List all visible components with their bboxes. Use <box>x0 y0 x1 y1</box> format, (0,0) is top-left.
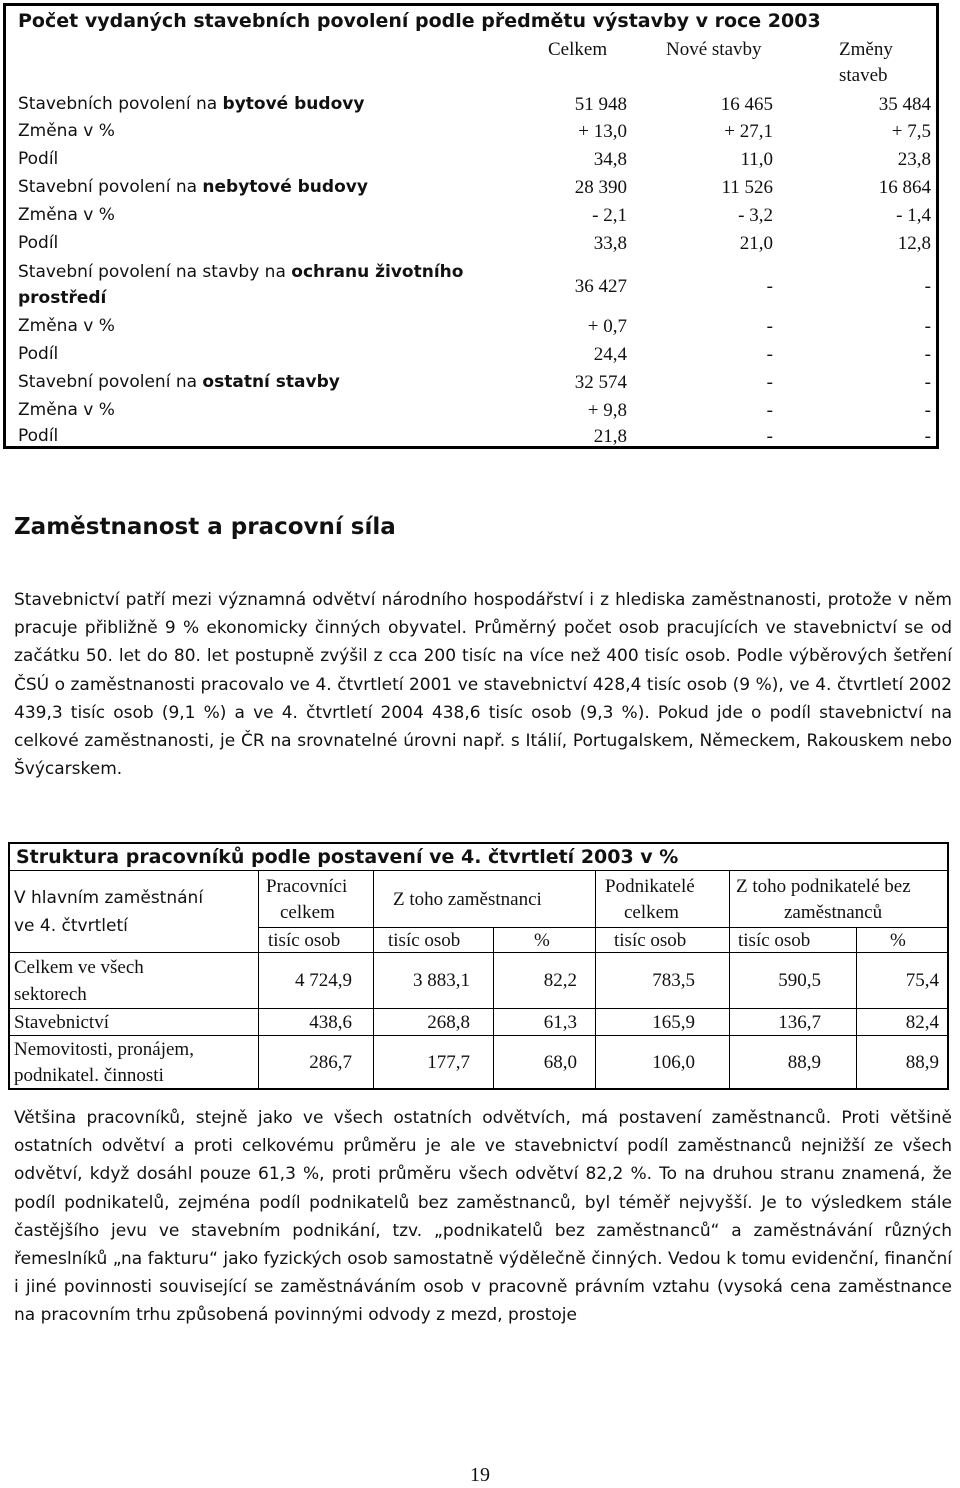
cell-value: 4 724,9 <box>295 970 352 991</box>
col-header-entrepreneurs: Podnikatelé <box>605 876 695 897</box>
cell-value: 136,7 <box>778 1012 821 1033</box>
col-header-solo: Z toho podnikatelé bez <box>736 876 911 897</box>
cell-value: 165,9 <box>652 1012 695 1033</box>
cell-value: 3 883,1 <box>413 970 470 991</box>
table-row: Podíl 34,8 11,0 23,8 <box>18 149 931 170</box>
table-row: Změna v % - 2,1 - 3,2 - 1,4 <box>18 205 931 226</box>
cell-value: 82,2 <box>543 970 577 991</box>
unit-label: tisíc osob <box>614 930 687 951</box>
row-label-2: podnikatel. činnosti <box>14 1065 164 1086</box>
cell-value: 68,0 <box>543 1052 577 1073</box>
cell-value: 286,7 <box>309 1052 352 1073</box>
cell-value: 783,5 <box>652 970 695 991</box>
cell-value: 88,9 <box>787 1052 821 1073</box>
cell-value: 75,4 <box>905 970 939 991</box>
table-row: Změna v % + 0,7 - - <box>18 316 931 337</box>
cell-value: 61,3 <box>543 1012 577 1033</box>
paragraph-employees-share: Většina pracovníků, stejně jako ve všech ostatních odvětvích, má postavení zaměstnanců. Proti většině ostatních odvětví a proti celkovému průměru je ale ve stavebnictví podíl zaměstnanců nejnižší ze všech odvětví, když dosáhl pouze 61,3 %, proti průměru všech odvětví 82,2 %. To na druhou stranu znamená, že podíl podnikatelů, zejména podíl podnikatelů bez zaměstnanců, byl téměř nejvyšší. Je to výsledkem stále častějšího jevu ve stavebním podnikání, tzv. „podnikatelů bez zaměstnanců“ a zaměstnávání různých řemeslníků „na fakturu“ jako fyzických osob samostatně výdělečně činných. Vedou k tomu evidenční, finanční i jiné povinnosti související se zaměstnáváním osob v pracovně právním vztahu (vysoká cena zaměstnance na pracovním trhu způsobená povinnými odvody z mezd, prostoje <box>14 1108 952 1326</box>
table-row: Stavebních povolení na bytové budovy 51 948 16 465 35 484 <box>18 94 931 115</box>
cell-value: 177,7 <box>427 1052 470 1073</box>
cell-value: 106,0 <box>652 1052 695 1073</box>
col-header-changes: Změny <box>839 39 893 60</box>
page-number: 19 <box>470 1464 490 1486</box>
table-row: Stavební povolení na nebytové budovy 28 390 11 526 16 864 <box>18 177 931 198</box>
table-row: Stavební povolení na ostatní stavby 32 574 - - <box>18 372 931 393</box>
row-label: Nemovitosti, pronájem, <box>14 1039 194 1060</box>
col-header-workers-2: celkem <box>280 902 335 923</box>
section-heading: Zaměstnanost a pracovní síla <box>14 514 396 540</box>
col-header-solo-2: zaměstnanců <box>784 902 883 923</box>
table-row: Podíl 33,8 21,0 12,8 <box>18 233 931 254</box>
table-title: Počet vydaných stavebních povolení podle předmětu výstavby v roce 2003 <box>18 10 821 32</box>
cell-value: 268,8 <box>427 1012 470 1033</box>
table-row: Podíl 21,8 - - <box>18 426 931 447</box>
row-label: Stavebnictví <box>14 1012 109 1033</box>
col-header-entrepreneurs-2: celkem <box>624 902 679 923</box>
unit-label: % <box>534 930 550 951</box>
row-header-label: V hlavním zaměstnání <box>14 888 204 908</box>
table-row: Změna v % + 13,0 + 27,1 + 7,5 <box>18 121 931 142</box>
cell-value: 590,5 <box>778 970 821 991</box>
row-label-2: sektorech <box>14 984 87 1005</box>
table-row: Podíl 24,4 - - <box>18 344 931 365</box>
col-header-total: Celkem <box>548 39 608 60</box>
paragraph-employment: Stavebnictví patří mezi významná odvětví národního hospodářství i z hlediska zaměstnanosti, protože v něm pracuje přibližně 9 % ekonomicky činných obyvatel. Průměrný počet osob pracujících ve stavebnictví se od začátku 50. let do 80. let postupně zvýšil z cca 200 tisíc na více než 400 tisíc osob. Podle výběrových šetření ČSÚ o zaměstnanosti pracovalo ve 4. čtvrtletí 2001 ve stavebnictví 428,4 tisíc osob (9 %), ve 4. čtvrtletí 2002 439,3 tisíc osob (9,1 %) a ve 4. čtvrtletí 2004 438,6 tisíc osob (9,3 %). Pokud jde o podíl stavebnictví na celkové zaměstnanosti, je ČR na srovnatelné úrovni např. s Itálií, Portugalskem, Německem, Rakouskem nebo Švýcarskem. <box>14 590 952 780</box>
col-header-changes-2: staveb <box>839 65 888 86</box>
workforce-structure-table <box>8 842 949 1090</box>
row-label: Celkem ve všech <box>14 957 144 978</box>
table-title: Struktura pracovníků podle postavení ve 4. čtvrtletí 2003 v % <box>16 846 679 868</box>
col-header-new: Nové stavby <box>666 39 762 60</box>
col-header-workers: Pracovníci <box>266 876 348 897</box>
col-header-employees: Z toho zaměstnanci <box>393 889 542 910</box>
cell-value: 88,9 <box>905 1052 939 1073</box>
unit-label: % <box>890 930 906 951</box>
table-row: Změna v % + 9,8 - - <box>18 400 931 421</box>
unit-label: tisíc osob <box>268 930 341 951</box>
cell-value: 82,4 <box>905 1012 939 1033</box>
construction-permits-table <box>3 3 939 449</box>
unit-label: tisíc osob <box>388 930 461 951</box>
cell-value: 438,6 <box>309 1012 352 1033</box>
unit-label: tisíc osob <box>738 930 811 951</box>
row-header-label-2: ve 4. čtvrtletí <box>14 916 128 936</box>
table-row: Stavební povolení na stavby na ochranu životního prostředí 36 427 - - <box>18 262 931 308</box>
